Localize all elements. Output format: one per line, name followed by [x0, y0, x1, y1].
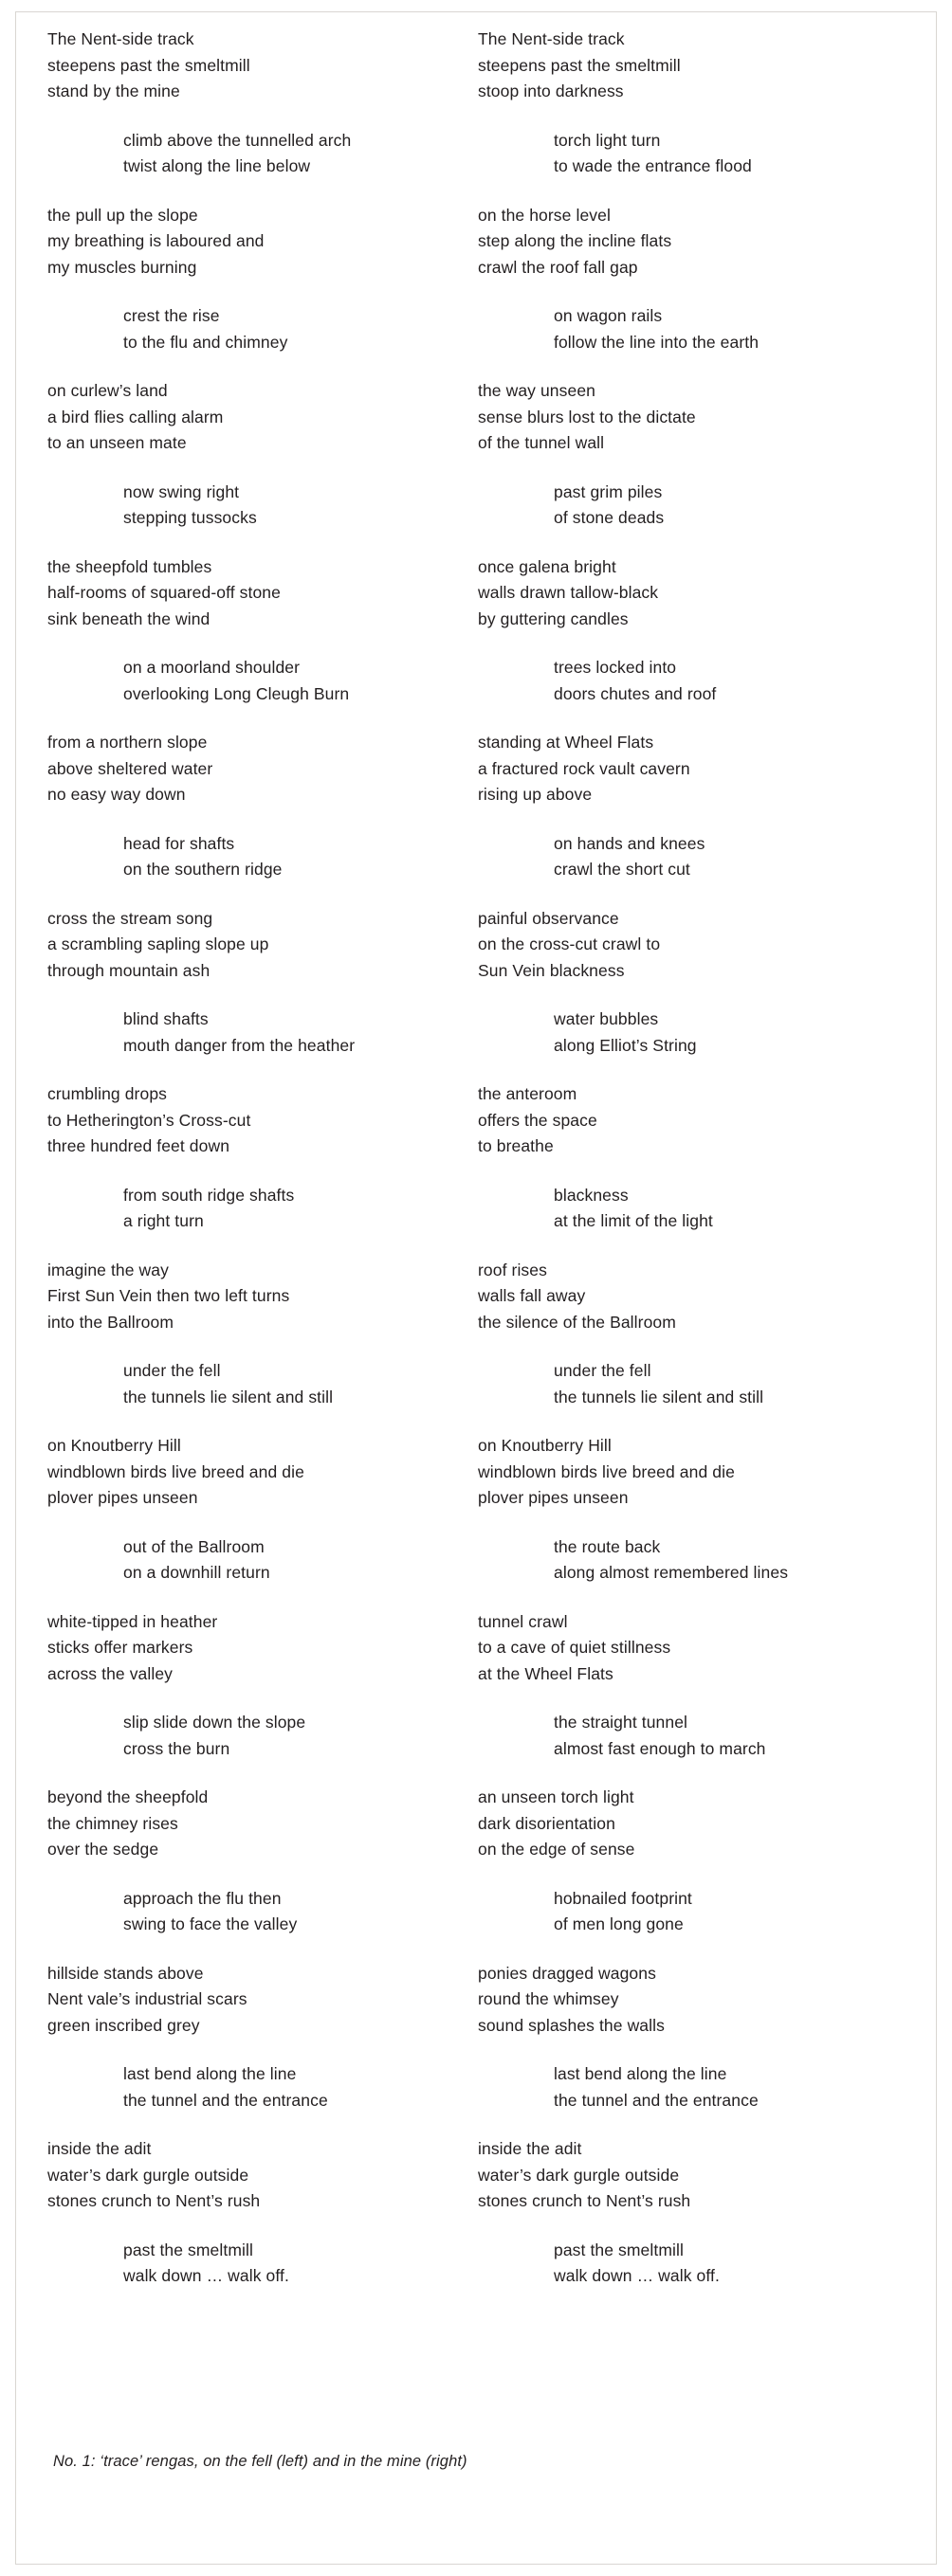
- poem-line: along Elliot’s String: [554, 1035, 697, 1055]
- stanza: [478, 203, 908, 281]
- stanza: [123, 1886, 478, 1938]
- poem-line: doors chutes and roof: [554, 683, 717, 703]
- poem-line: over the sedge: [47, 1840, 159, 1859]
- poem-line: a bird flies calling alarm: [47, 407, 224, 426]
- poem-line: steepens past the smeltmill: [47, 55, 250, 75]
- poem-line: dark disorientation: [478, 1813, 615, 1833]
- poem-line: steepens past the smeltmill: [478, 55, 681, 75]
- stanza: [47, 1081, 478, 1160]
- poem-line: walls drawn tallow-black: [478, 583, 659, 602]
- stanza: [123, 303, 478, 355]
- stanza: [47, 906, 478, 985]
- poem-line: sound splashes the walls: [478, 2015, 665, 2035]
- poem-line: an unseen torch light: [478, 1787, 634, 1806]
- poem-line: along almost remembered lines: [554, 1563, 789, 1582]
- poem-line: water’s dark gurgle outside: [478, 2165, 680, 2185]
- poem-line: of men long gone: [554, 1914, 684, 1933]
- left-column: [47, 27, 478, 2313]
- poem-line: the pull up the slope: [47, 205, 198, 225]
- poem-line: from south ridge shafts: [123, 1185, 295, 1205]
- poem-line: a scrambling sapling slope up: [47, 934, 269, 953]
- poem-line: approach the flu then: [123, 1888, 282, 1908]
- poem-line: climb above the tunnelled arch: [123, 130, 352, 150]
- poem-line: a fractured rock vault cavern: [478, 758, 690, 778]
- stanza: [478, 378, 908, 457]
- poem-line: standing at Wheel Flats: [478, 733, 654, 752]
- stanza: [47, 203, 478, 281]
- stanza: [478, 1258, 908, 1336]
- stanza: [478, 730, 908, 808]
- stanza: [478, 1081, 908, 1160]
- poem-line: the tunnels lie silent and still: [554, 1387, 764, 1406]
- poem-line: walls fall away: [478, 1286, 586, 1305]
- poem-line: blackness: [554, 1185, 629, 1205]
- stanza: [123, 128, 478, 180]
- stanza: [47, 730, 478, 808]
- poem-line: no easy way down: [47, 785, 186, 804]
- poem-line: roof rises: [478, 1260, 547, 1279]
- stanza: [123, 1183, 478, 1235]
- poem-line: to a cave of quiet stillness: [478, 1638, 671, 1657]
- poem-line: sticks offer markers: [47, 1638, 193, 1657]
- poem-line: my muscles burning: [47, 257, 197, 277]
- poem-line: on a moorland shoulder: [123, 658, 301, 677]
- poem-line: the straight tunnel: [554, 1713, 688, 1732]
- poem-line: the route back: [554, 1536, 661, 1556]
- poem-line: plover pipes unseen: [478, 1488, 629, 1507]
- poem-line: at the limit of the light: [554, 1211, 713, 1230]
- poem-line: on wagon rails: [554, 306, 663, 325]
- poem-line: sink beneath the wind: [47, 608, 211, 628]
- poem-line: the silence of the Ballroom: [478, 1312, 676, 1332]
- poem-line: windblown birds live breed and die: [478, 1461, 735, 1481]
- poem-line: rising up above: [478, 785, 593, 804]
- poem-line: the tunnel and the entrance: [123, 2090, 328, 2110]
- poem-line: cross the stream song: [47, 908, 213, 928]
- poem-line: round the whimsey: [478, 1989, 619, 2008]
- poem-line: of the tunnel wall: [478, 433, 605, 452]
- poem-line: of stone deads: [554, 508, 665, 527]
- stanza: [554, 1183, 908, 1235]
- stanza: [47, 378, 478, 457]
- poem-line: under the fell: [554, 1361, 651, 1380]
- poem-line: stoop into darkness: [478, 82, 624, 100]
- poem-line: Sun Vein blackness: [478, 960, 625, 980]
- poem-line: on Knoutberry Hill: [478, 1436, 612, 1455]
- poem-line: painful observance: [478, 908, 619, 928]
- poem-line: above sheltered water: [47, 758, 213, 778]
- poem-line: on the cross-cut crawl to: [478, 934, 661, 953]
- poem-line: by guttering candles: [478, 608, 629, 628]
- poem-line: follow the line into the earth: [554, 332, 760, 352]
- poem-line: on the edge of sense: [478, 1840, 635, 1859]
- poem-line: hobnailed footprint: [554, 1888, 692, 1908]
- stanza: [554, 1358, 908, 1410]
- stanza: [478, 1433, 908, 1512]
- poem-line: inside the adit: [478, 2139, 582, 2158]
- stanza: [47, 1785, 478, 1863]
- poem-line: on hands and knees: [554, 833, 705, 853]
- poem-line: hillside stands above: [47, 1963, 204, 1983]
- figure-caption: No. 1: ‘trace’ rengas, on the fell (left) and in the mine (right): [53, 2453, 467, 2470]
- poem-line: mouth danger from the heather: [123, 1035, 356, 1055]
- stanza: [123, 2238, 478, 2290]
- poem-line: a right turn: [123, 1211, 204, 1230]
- poem-line: stand by the mine: [47, 82, 180, 100]
- stanza: [554, 655, 908, 707]
- stanza: [478, 1785, 908, 1863]
- poem-line: The Nent-side track: [478, 29, 625, 48]
- poem-line: crumbling drops: [47, 1084, 167, 1103]
- poem-line: First Sun Vein then two left turns: [47, 1286, 290, 1305]
- poem-line: green inscribed grey: [47, 2015, 200, 2035]
- stanza: [554, 2061, 908, 2113]
- stanza: [47, 1433, 478, 1512]
- poem-line: the tunnel and the entrance: [554, 2090, 759, 2110]
- poem-line: on the horse level: [478, 205, 611, 225]
- stanza: [478, 906, 908, 985]
- stanza: [123, 1007, 478, 1059]
- stanza: [478, 554, 908, 633]
- poem-line: stepping tussocks: [123, 508, 257, 527]
- stanza: [47, 1961, 478, 2040]
- poem-line: past grim piles: [554, 481, 663, 501]
- poem-line: under the fell: [123, 1361, 221, 1380]
- poem-line: The Nent-side track: [47, 29, 194, 48]
- poem-line: windblown birds live breed and die: [47, 1461, 304, 1481]
- stanza: [554, 831, 908, 883]
- poem-line: sense blurs lost to the dictate: [478, 407, 696, 426]
- stanza: [554, 1886, 908, 1938]
- poem-line: offers the space: [478, 1110, 597, 1130]
- poem-line: on Knoutberry Hill: [47, 1436, 181, 1455]
- poem-line: inside the adit: [47, 2139, 152, 2158]
- stanza: [47, 1258, 478, 1336]
- poem-line: out of the Ballroom: [123, 1536, 265, 1556]
- poem-line: tunnel crawl: [478, 1611, 568, 1631]
- poem-line: crawl the short cut: [554, 860, 690, 879]
- poem-line: ponies dragged wagons: [478, 1963, 656, 1983]
- poem-line: torch light turn: [554, 130, 661, 150]
- poem-line: walk down … walk off.: [123, 2266, 289, 2285]
- poem-line: beyond the sheepfold: [47, 1787, 209, 1806]
- poem-line: trees locked into: [554, 658, 677, 677]
- stanza: [47, 27, 478, 105]
- stanza: [478, 1961, 908, 2040]
- poem-line: water’s dark gurgle outside: [47, 2165, 249, 2185]
- poem-line: last bend along the line: [123, 2064, 297, 2083]
- poem-line: crawl the roof fall gap: [478, 257, 638, 277]
- poem-line: head for shafts: [123, 833, 235, 853]
- poem-line: the anteroom: [478, 1084, 577, 1103]
- stanza: [47, 1609, 478, 1688]
- poem-line: across the valley: [47, 1663, 174, 1683]
- poem-line: blind shafts: [123, 1009, 209, 1028]
- poem-line: plover pipes unseen: [47, 1488, 198, 1507]
- poem-line: cross the burn: [123, 1738, 230, 1758]
- poem-line: at the Wheel Flats: [478, 1663, 613, 1683]
- poem-line: now swing right: [123, 481, 240, 501]
- stanza: [554, 1710, 908, 1762]
- poem-line: three hundred feet down: [47, 1136, 230, 1155]
- poem-line: to Hetherington’s Cross-cut: [47, 1110, 251, 1130]
- poem-line: step along the incline flats: [478, 231, 672, 250]
- poem-line: through mountain ash: [47, 960, 211, 980]
- stanza: [123, 831, 478, 883]
- poem-line: half-rooms of squared-off stone: [47, 583, 281, 602]
- right-column: [478, 27, 908, 2313]
- stanza: [123, 1358, 478, 1410]
- stanza: [47, 2136, 478, 2215]
- poem-line: my breathing is laboured and: [47, 231, 265, 250]
- stanza: [554, 2238, 908, 2290]
- poem-line: overlooking Long Cleugh Burn: [123, 683, 350, 703]
- stanza: [554, 1534, 908, 1587]
- poem-line: the chimney rises: [47, 1813, 178, 1833]
- poem-line: the sheepfold tumbles: [47, 556, 212, 576]
- poem-line: imagine the way: [47, 1260, 169, 1279]
- poem-columns: [47, 27, 908, 2313]
- poem-line: on a downhill return: [123, 1563, 270, 1582]
- poem-line: once galena bright: [478, 556, 616, 576]
- poem-line: to breathe: [478, 1136, 554, 1155]
- poem-line: Nent vale’s industrial scars: [47, 1989, 247, 2008]
- poem-line: last bend along the line: [554, 2064, 727, 2083]
- poem-line: from a northern slope: [47, 733, 208, 752]
- stanza: [478, 1609, 908, 1688]
- stanza: [478, 27, 908, 105]
- stanza: [478, 2136, 908, 2215]
- stanza: [123, 1710, 478, 1762]
- poem-line: crest the rise: [123, 306, 220, 325]
- poem-line: past the smeltmill: [123, 2240, 253, 2259]
- poem-line: slip slide down the slope: [123, 1713, 306, 1732]
- poem-line: white-tipped in heather: [47, 1611, 218, 1631]
- poem-line: on the southern ridge: [123, 860, 283, 879]
- stanza: [47, 554, 478, 633]
- poem-line: into the Ballroom: [47, 1312, 174, 1332]
- stanza: [554, 1007, 908, 1059]
- stanza: [554, 303, 908, 355]
- poem-line: stones crunch to Nent’s rush: [47, 2191, 261, 2210]
- poem-line: past the smeltmill: [554, 2240, 684, 2259]
- poem-line: to the flu and chimney: [123, 332, 288, 352]
- stanza: [123, 655, 478, 707]
- poem-line: swing to face the valley: [123, 1914, 298, 1933]
- stanza: [554, 480, 908, 532]
- poem-line: the way unseen: [478, 381, 595, 400]
- poem-line: on curlew’s land: [47, 381, 168, 400]
- stanza: [554, 128, 908, 180]
- poem-line: almost fast enough to march: [554, 1738, 766, 1758]
- poem-line: water bubbles: [554, 1009, 659, 1028]
- poem-line: to wade the entrance flood: [554, 156, 752, 175]
- stanza: [123, 1534, 478, 1587]
- poem-line: to an unseen mate: [47, 433, 187, 452]
- poem-line: twist along the line below: [123, 156, 311, 175]
- poem-line: stones crunch to Nent’s rush: [478, 2191, 691, 2210]
- poem-line: the tunnels lie silent and still: [123, 1387, 334, 1406]
- stanza: [123, 2061, 478, 2113]
- poem-line: walk down … walk off.: [554, 2266, 720, 2285]
- stanza: [123, 480, 478, 532]
